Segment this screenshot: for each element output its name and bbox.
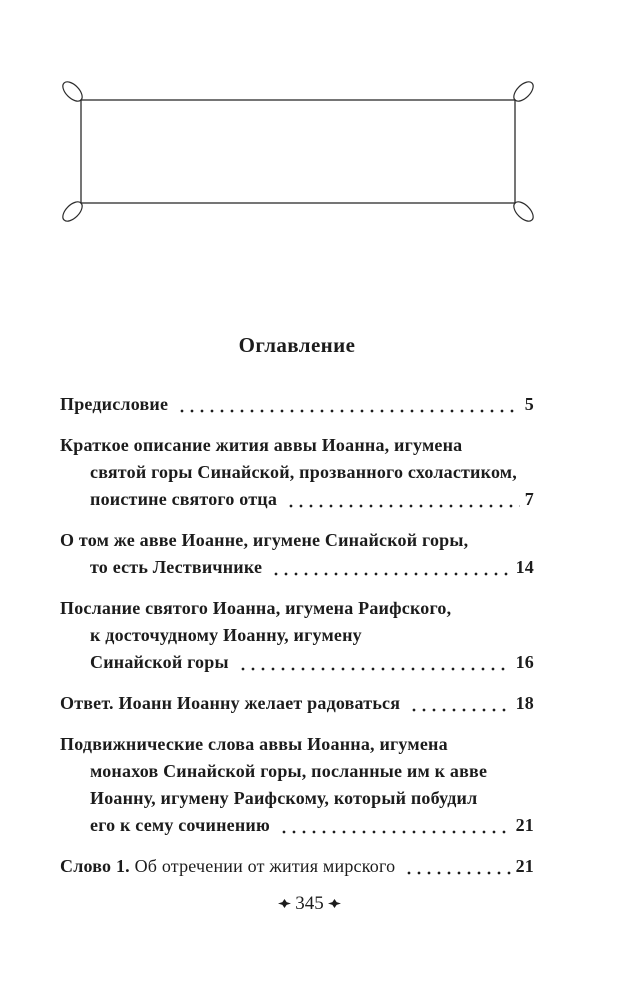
toc-line	[60, 758, 534, 785]
toc-line	[60, 731, 534, 758]
toc-line	[60, 649, 534, 676]
toc-line	[60, 486, 534, 513]
toc-entry	[60, 391, 534, 418]
toc-page-number: 21	[515, 815, 534, 835]
diamond-ornament-right	[328, 899, 341, 908]
toc-entry-title: О том же авве Иоанне, игумене Синайской горы,	[60, 530, 469, 550]
toc-line	[60, 527, 534, 554]
toc-entry-title	[60, 853, 395, 880]
toc-entry	[60, 595, 534, 676]
toc-line	[60, 554, 534, 581]
toc-entry-title: Послание святого Иоанна, игумена Раифского,	[60, 598, 452, 618]
toc-entry-title: поистине святого отца	[90, 489, 278, 509]
toc-line	[60, 785, 534, 812]
toc-entry	[60, 432, 534, 513]
dot-leader	[286, 504, 520, 508]
toc-entry-subtitle: Об отречении от жития мирского	[134, 856, 396, 876]
toc-line	[60, 432, 534, 459]
toc-line	[60, 812, 534, 839]
toc-entry-number: Слово 1.	[60, 856, 130, 876]
dot-leader	[271, 572, 510, 576]
toc-line	[60, 622, 534, 649]
folio-number: 345	[295, 893, 324, 914]
dot-leader	[409, 708, 510, 712]
toc-entry	[60, 731, 534, 839]
toc-entry-title: его к сему сочинению	[90, 815, 270, 835]
toc-list	[60, 391, 534, 880]
toc-line	[60, 391, 534, 418]
dot-leader	[279, 830, 511, 834]
toc-entry-title: Синайской горы	[90, 652, 229, 672]
toc-page-number: 7	[524, 489, 534, 509]
dot-leader	[404, 871, 510, 875]
toc-entry-title: святой горы Синайской, прозванного схоластиком,	[90, 462, 517, 482]
toc-entry	[60, 527, 534, 581]
toc-page-number: 21	[515, 856, 534, 876]
toc-content	[60, 0, 534, 894]
toc-entry-title: Предисловие	[60, 394, 169, 414]
dot-leader	[177, 409, 520, 413]
toc-page-number: 5	[524, 394, 534, 414]
diamond-ornament-left	[278, 899, 291, 908]
toc-line	[60, 853, 534, 880]
dot-leader	[238, 667, 511, 671]
toc-entry-title: монахов Синайской горы, посланные им к авве	[90, 761, 488, 781]
toc-line	[60, 690, 534, 717]
toc-page-number: 18	[515, 693, 534, 713]
toc-page-number: 14	[515, 557, 534, 577]
toc-line	[60, 459, 534, 486]
page-title: Оглавление	[238, 333, 356, 357]
toc-entry-title: к досточудному Иоанну, игумену	[90, 625, 362, 645]
toc-line	[60, 595, 534, 622]
toc-entry-title: Краткое описание жития аввы Иоанна, игумена	[60, 435, 463, 455]
toc-entry-title: Иоанну, игумену Раифскому, который побудил	[90, 788, 478, 808]
toc-entry-title: Подвижнические слова аввы Иоанна, игумена	[60, 734, 448, 754]
toc-entry-title: Ответ. Иоанн Иоанну желает радоваться	[60, 693, 401, 713]
toc-entry	[60, 853, 534, 880]
page-footer	[0, 893, 619, 915]
toc-entry-title: то есть Лествичнике	[90, 557, 263, 577]
toc-entry	[60, 690, 534, 717]
toc-page-number: 16	[515, 652, 534, 672]
